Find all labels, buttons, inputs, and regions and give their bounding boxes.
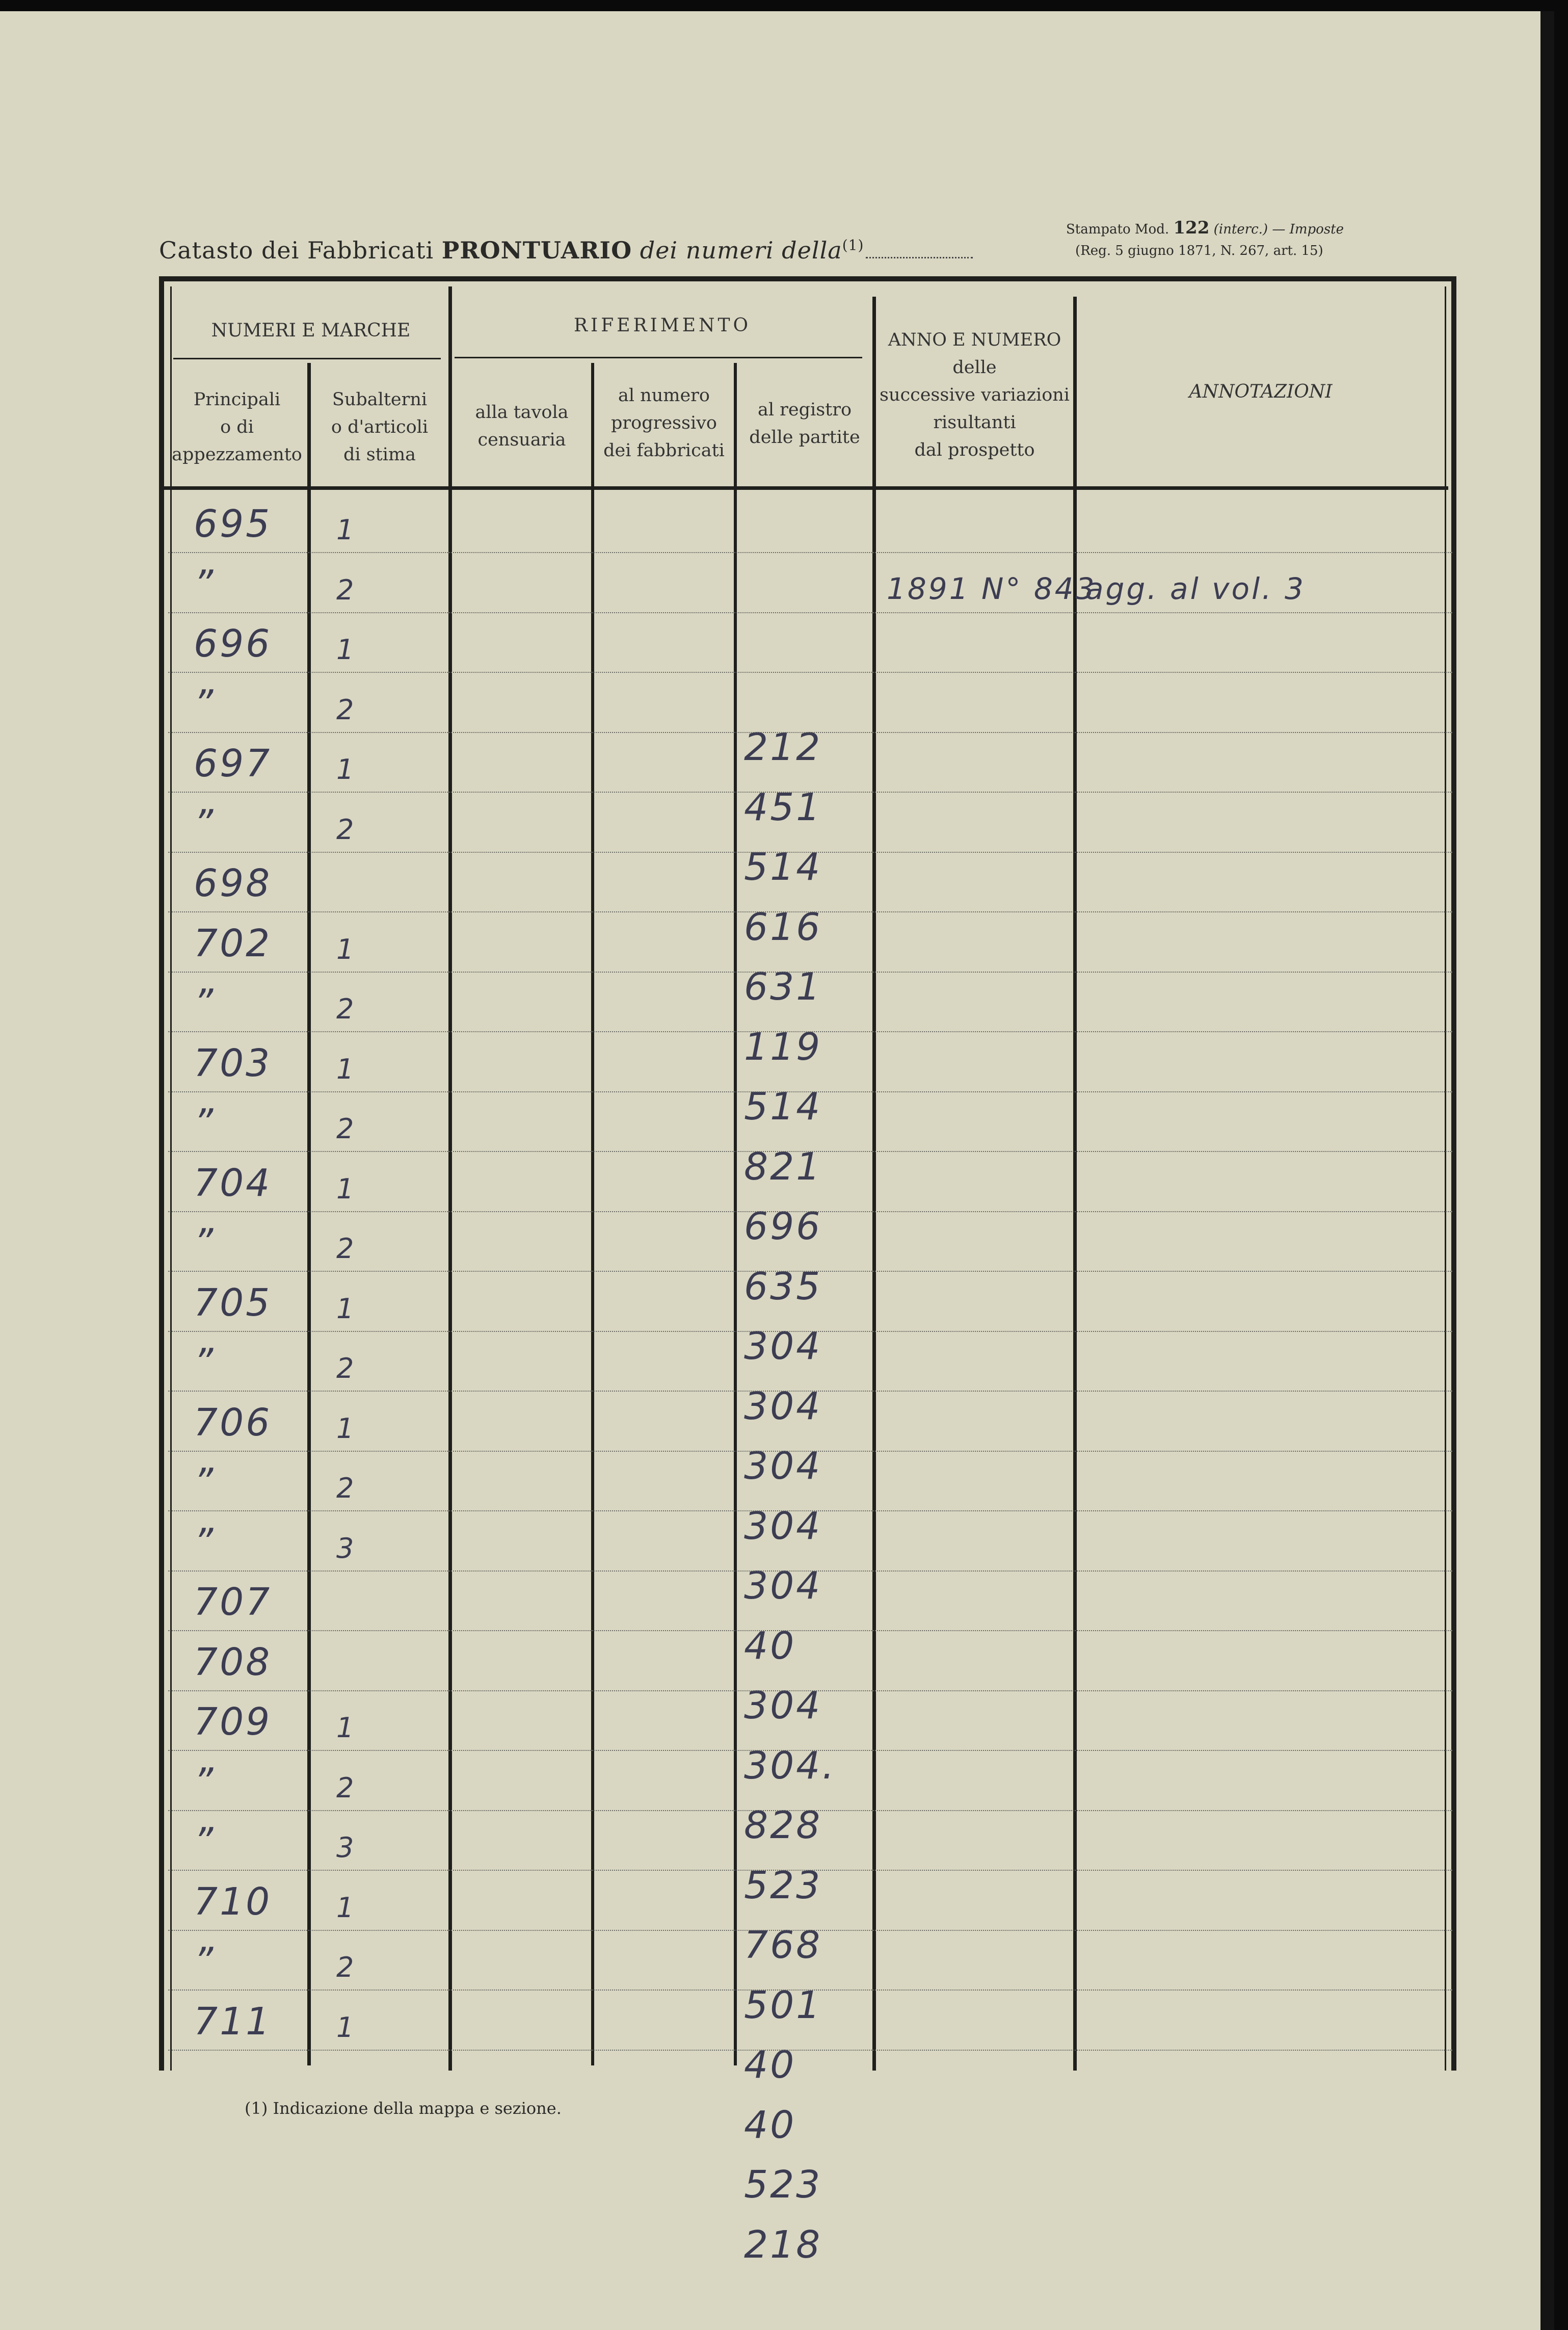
cell-subalterno: 2 (336, 693, 356, 726)
cell-subalterno: 1 (336, 514, 356, 546)
cell-subalterno: 1 (336, 1712, 356, 1744)
cell-subalterno: 2 (336, 1472, 356, 1504)
cell-subalterno: 2 (336, 1113, 356, 1145)
regulation-ref: (Reg. 5 giugno 1871, N. 267, art. 15) (1075, 243, 1323, 258)
group-underline-numeri (173, 358, 441, 359)
header-subalterni: Subalterni o d'articoli di stima (331, 389, 429, 465)
cell-principale: 706 (194, 1400, 272, 1445)
title-blank-line (866, 257, 973, 258)
cell-principale: 695 (194, 502, 272, 546)
cell-principale: 711 (194, 1999, 272, 2044)
cell-principale: ” (194, 1341, 216, 1384)
table-row: 698 514 (168, 853, 1452, 912)
table-row: 703 1 635 (168, 1033, 1452, 1092)
table-row: 695 1 212 (168, 493, 1452, 553)
table-row: 707 828 (168, 1572, 1452, 1631)
cell-subalterno: 2 (336, 1771, 356, 1804)
table-row: ” 2 304 (168, 1212, 1452, 1272)
cell-principale: ” (194, 1520, 216, 1564)
cell-principale: 702 (194, 921, 272, 965)
header-annotazioni: ANNOTAZIONI (1189, 381, 1333, 402)
cell-principale: 696 (194, 622, 272, 666)
cell-subalterno: 3 (336, 1831, 356, 1864)
table-row: ” 2 304 (168, 1332, 1452, 1392)
cell-subalterno: 1 (336, 753, 356, 786)
header-anno-numero: ANNO E NUMERO delle successive variazioni risultanti dal prospetto (879, 330, 1070, 460)
table-row: 704 1 304 (168, 1153, 1452, 1212)
cell-principale: 710 (194, 1879, 272, 1924)
table-top-rule (159, 276, 1454, 281)
print-info: Stampato Mod. 122 (interc.) — Imposte (1066, 218, 1344, 238)
header-bottom-rule (164, 486, 1448, 490)
footnote: (1) Indicazione della mappa e sezione. (245, 2099, 562, 2118)
cell-principale: 704 (194, 1161, 272, 1205)
cell-principale: ” (194, 562, 216, 606)
cell-principale: ” (194, 1460, 216, 1504)
table-row: ” 2 304 (168, 1452, 1452, 1511)
cell-subalterno: 2 (336, 1352, 356, 1384)
table-row: 709 1 768 (168, 1691, 1452, 1751)
cell-variazione: 1891 N° 843 (887, 571, 1097, 606)
header-tavola: alla tavola censuaria (475, 402, 569, 450)
cell-subalterno: 1 (336, 2011, 356, 2044)
cell-subalterno: 2 (336, 1951, 356, 1983)
cell-principale: 703 (194, 1041, 272, 1085)
page-title: Catasto dei Fabbricati PRONTUARIO dei numeri della$^{(1)}$ (159, 237, 973, 264)
table-row: 710 1 40 (168, 1871, 1452, 1931)
table-row: 696 1 514 (168, 613, 1452, 673)
cell-principale: ” (194, 981, 216, 1025)
table-row: 705 1 304 (168, 1272, 1452, 1332)
table-row: ” 2 696 (168, 973, 1452, 1032)
cell-principale: ” (194, 1221, 216, 1265)
header-registro: al registro delle partite (749, 400, 860, 448)
cell-subalterno: 1 (336, 933, 356, 965)
cell-subalterno: 1 (336, 634, 356, 666)
cell-principale: ” (194, 801, 216, 846)
cell-principale: 697 (194, 742, 272, 786)
cell-principale: 708 (194, 1640, 272, 1684)
header-principali: Principali o di appezzamento (172, 389, 302, 465)
cell-principale: ” (194, 682, 216, 726)
table-row: 697 1 631 (168, 733, 1452, 793)
cell-principale: 705 (194, 1280, 272, 1325)
cell-subalterno: 1 (336, 1053, 356, 1085)
cell-principale: 707 (194, 1580, 272, 1624)
cell-subalterno: 1 (336, 1412, 356, 1445)
page-edge (1540, 11, 1554, 2330)
table-row: 706 1 40 (168, 1392, 1452, 1452)
cell-principale: 709 (194, 1700, 272, 1744)
table-left-border (159, 276, 164, 2071)
table-row: ” 3 40 (168, 1811, 1452, 1871)
table-row: 702 1 821 (168, 913, 1452, 973)
cell-subalterno: 1 (336, 1891, 356, 1924)
header-riferimento: RIFERIMENTO (573, 315, 752, 336)
row-dotted-line (168, 2050, 1452, 2051)
table-row: ” 2 501 (168, 1751, 1452, 1811)
cell-principale: ” (194, 1820, 216, 1864)
cell-principale: ” (194, 1760, 216, 1804)
table-row: 708 523 (168, 1632, 1452, 1691)
register-page (0, 11, 1554, 2330)
header-numeri-marche: NUMERI E MARCHE (211, 320, 411, 341)
cell-subalterno: 1 (336, 1292, 356, 1325)
cell-subalterno: 1 (336, 1172, 356, 1205)
cell-subalterno: 2 (336, 1233, 356, 1265)
table-row: ” 2 304 (168, 1092, 1452, 1152)
cell-subalterno: 2 (336, 573, 356, 606)
cell-principale: ” (194, 1101, 216, 1145)
table-row: ” 2 616 (168, 673, 1452, 733)
cell-principale: 698 (194, 861, 272, 905)
table-row: ” 2 451 1891 N° 843 agg. al vol. 3 (168, 554, 1452, 613)
cell-subalterno: 2 (336, 993, 356, 1025)
group-underline-riferimento (455, 357, 862, 358)
cell-subalterno: 3 (336, 1532, 356, 1564)
table-row: 711 1 218 (168, 1991, 1452, 2051)
table-row: ” 2 523 (168, 1931, 1452, 1991)
cell-subalterno: 2 (336, 813, 356, 846)
header-progressivo: al numero progressivo dei fabbricati (603, 385, 725, 461)
table-row: ” 2 119 (168, 793, 1452, 853)
cell-principale: ” (194, 1940, 216, 1983)
cell-annotazione: agg. al vol. 3 (1085, 571, 1306, 606)
table-row: ” 3 304. (168, 1512, 1452, 1572)
